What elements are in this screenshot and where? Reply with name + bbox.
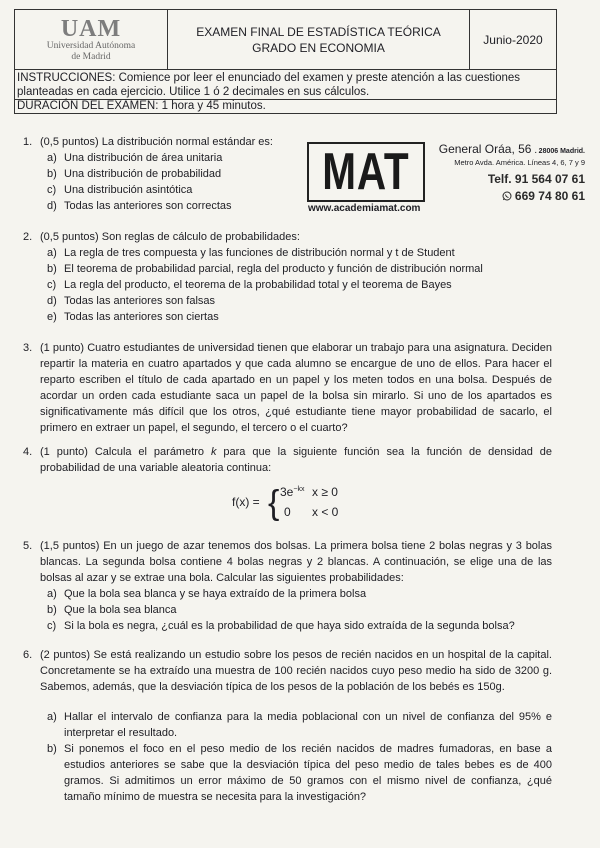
option-letter: c) (47, 184, 57, 196)
advert-postcode: . 28006 Madrid. (534, 148, 585, 155)
option-letter: b) (47, 168, 57, 180)
option-d (40, 198, 310, 214)
option-text: El teorema de probabilidad parcial, regla del producto y función de distribución normal (64, 263, 483, 275)
uam-logo-mark: UAM (60, 15, 122, 42)
spacer (40, 695, 552, 709)
advert-address-line (427, 142, 585, 159)
advert-logo-box (307, 142, 425, 202)
option-text: Una distribución de área unitaria (64, 152, 223, 164)
academy-advert (307, 142, 585, 220)
option-letter: c) (47, 279, 57, 291)
question-number: 2. (23, 231, 33, 243)
question-number: 3. (23, 342, 33, 354)
formula-case2-condition: x < 0 (312, 505, 339, 519)
advert-website: www.academiamat.com (308, 203, 421, 214)
option-letter: b) (47, 263, 57, 275)
option-a (40, 586, 552, 602)
question-1 (23, 134, 310, 214)
option-letter: d) (47, 295, 57, 307)
question-number: 4. (23, 446, 33, 458)
option-letter: a) (47, 247, 57, 259)
advert-whatsapp (427, 189, 585, 203)
option-letter: a) (47, 152, 57, 164)
exam-title-line2: GRADO EN ECONOMIA (252, 40, 385, 55)
question-text-before: (1 punto) Calcula el parámetro (40, 446, 211, 458)
exam-title-line1: EXAMEN FINAL DE ESTADÍSTICA TEÓRICA (196, 24, 441, 39)
option-text: Si ponemos el foco en el peso medio de los recién nacidos de madres fumadoras, en base a estudios anteriores se sabe que la desviación típica del peso medio de tales bebes es de 400 gramos. Si admitimos un error máximo de 50 gramos con el mismo nivel de confianza, ¿qué tamaño mínimo de muestra se necesita para la investigación? (64, 743, 552, 803)
question-3 (23, 340, 552, 436)
option-d (40, 293, 552, 309)
option-c (40, 277, 552, 293)
option-text: La regla del producto, el teorema de la probabilidad total y el teorema de Bayes (64, 279, 452, 291)
question-5 (23, 538, 552, 634)
option-b (40, 741, 552, 805)
option-a (40, 709, 552, 741)
question-4 (23, 444, 552, 476)
question-text: (0,5 puntos) La distribución normal estándar es: (40, 136, 273, 148)
advert-brand: MAT (322, 143, 410, 201)
option-c (40, 182, 310, 198)
formula-lhs: f(x) = (232, 495, 260, 509)
formula-case1-condition: x ≥ 0 (312, 485, 338, 499)
option-text: Todas las anteriores son correctas (64, 200, 232, 212)
exam-duration: DURACIÓN DEL EXAMEN: 1 hora y 45 minutos. (17, 100, 266, 112)
option-b (40, 261, 552, 277)
advert-metro: Metro Avda. América. Líneas 4, 6, 7 y 9 (454, 158, 585, 167)
option-letter: a) (47, 711, 57, 723)
option-letter: b) (47, 743, 57, 755)
option-letter: a) (47, 588, 57, 600)
exam-title (168, 10, 470, 69)
option-text: Hallar el intervalo de confianza para la media poblacional con un nivel de confianza del 95% e interpretar el resultado. (64, 711, 552, 739)
option-letter: b) (47, 604, 57, 616)
case1-base: 3e (280, 485, 294, 499)
exam-date: Junio-2020 (483, 32, 543, 47)
university-logo (15, 10, 168, 69)
question-6 (23, 647, 552, 805)
option-b (40, 166, 310, 182)
exam-header (14, 9, 557, 114)
question-text (40, 444, 552, 476)
option-text: La regla de tres compuesta y las funciones de distribución normal y t de Student (64, 247, 455, 259)
option-letter: c) (47, 620, 57, 632)
option-text: Que la bola sea blanca (64, 604, 177, 616)
question-text: (1,5 puntos) En un juego de azar tenemos dos bolsas. La primera bolsa tiene 2 bolas negras y 3 bolas blancas. La segunda bolsa contiene 4 bolas negras y 2 blancas. A continuación, se elige una de las bolsas al azar y se extrae una bola. Calcular las siguientes probabilidades: (40, 540, 552, 584)
question-number: 6. (23, 649, 33, 661)
advert-address: General Oráa, 56 (438, 142, 532, 156)
density-function-formula (232, 485, 352, 521)
university-name: Universidad Autónoma de Madrid (46, 40, 136, 62)
option-text: Una distribución de probabilidad (64, 168, 222, 180)
question-text: (1 punto) Cuatro estudiantes de universidad tienen que elaborar un trabajo para una asignatura. Deciden repartir la materia en cuatro apartados y que cada alumno se encargue de uno de ellos. Para hacer el reparto escriben el título de cada apartado en un papel y los meten todos en una bolsa. Después de acordar un orden cada estudiante saca un papel de la bolsa sin mirarlo. Si uno de los apartados es significativamente más difícil que los otros, ¿qué estudiante tiene mayor probabilidad de sacarlo, el primero en extraer un papel, el segundo, el tercero o el cuarto? (40, 342, 552, 434)
option-a (40, 150, 310, 166)
question-text-after: para que la siguiente función sea la función de densidad de probabilidad de una variable aleatoria continua: (40, 446, 552, 474)
option-text: Una distribución asintótica (64, 184, 193, 196)
option-text: Si la bola es negra, ¿cuál es la probabilidad de que haya sido extraída de la segunda bolsa? (64, 620, 515, 632)
option-e (40, 309, 552, 325)
formula-case1-expr (280, 485, 304, 499)
header-top-row (15, 10, 556, 70)
formula-case2-expr: 0 (284, 505, 291, 519)
option-text: Todas las anteriores son ciertas (64, 311, 219, 323)
whatsapp-icon (502, 191, 512, 201)
option-letter: d) (47, 200, 57, 212)
option-letter: e) (47, 311, 57, 323)
advert-whatsapp-number: 669 74 80 61 (514, 189, 585, 203)
question-number: 5. (23, 540, 33, 552)
question-text: (0,5 puntos) Son reglas de cálculo de probabilidades: (40, 231, 300, 243)
option-a (40, 245, 552, 261)
exam-instructions: INSTRUCCIONES: Comience por leer el enunciado del examen y preste atención a las cuestiones planteadas en cada ejercicio. Utilice 1 ó 2 decimales en sus cálculos. (15, 70, 556, 100)
question-number: 1. (23, 136, 33, 148)
advert-phone: Telf. 91 564 07 61 (487, 172, 585, 186)
question-2 (23, 229, 552, 325)
option-text: Todas las anteriores son falsas (64, 295, 216, 307)
option-text: Que la bola sea blanca y se haya extraído de la primera bolsa (64, 588, 367, 600)
case1-exponent: −kx (293, 486, 305, 493)
option-c (40, 618, 552, 634)
formula-brace: { (268, 484, 280, 522)
option-b (40, 602, 552, 618)
question-parameter: k (210, 446, 217, 458)
question-text: (2 puntos) Se está realizando un estudio sobre los pesos de recién nacidos en un hospital de la capital. Concretamente se ha extraído una muestra de 100 recién nacidos cuyo peso medio ha sido de 3200 g. Sabemos, además, que la desviación típica de los pesos de la población de los bebés es 150g. (40, 649, 552, 693)
